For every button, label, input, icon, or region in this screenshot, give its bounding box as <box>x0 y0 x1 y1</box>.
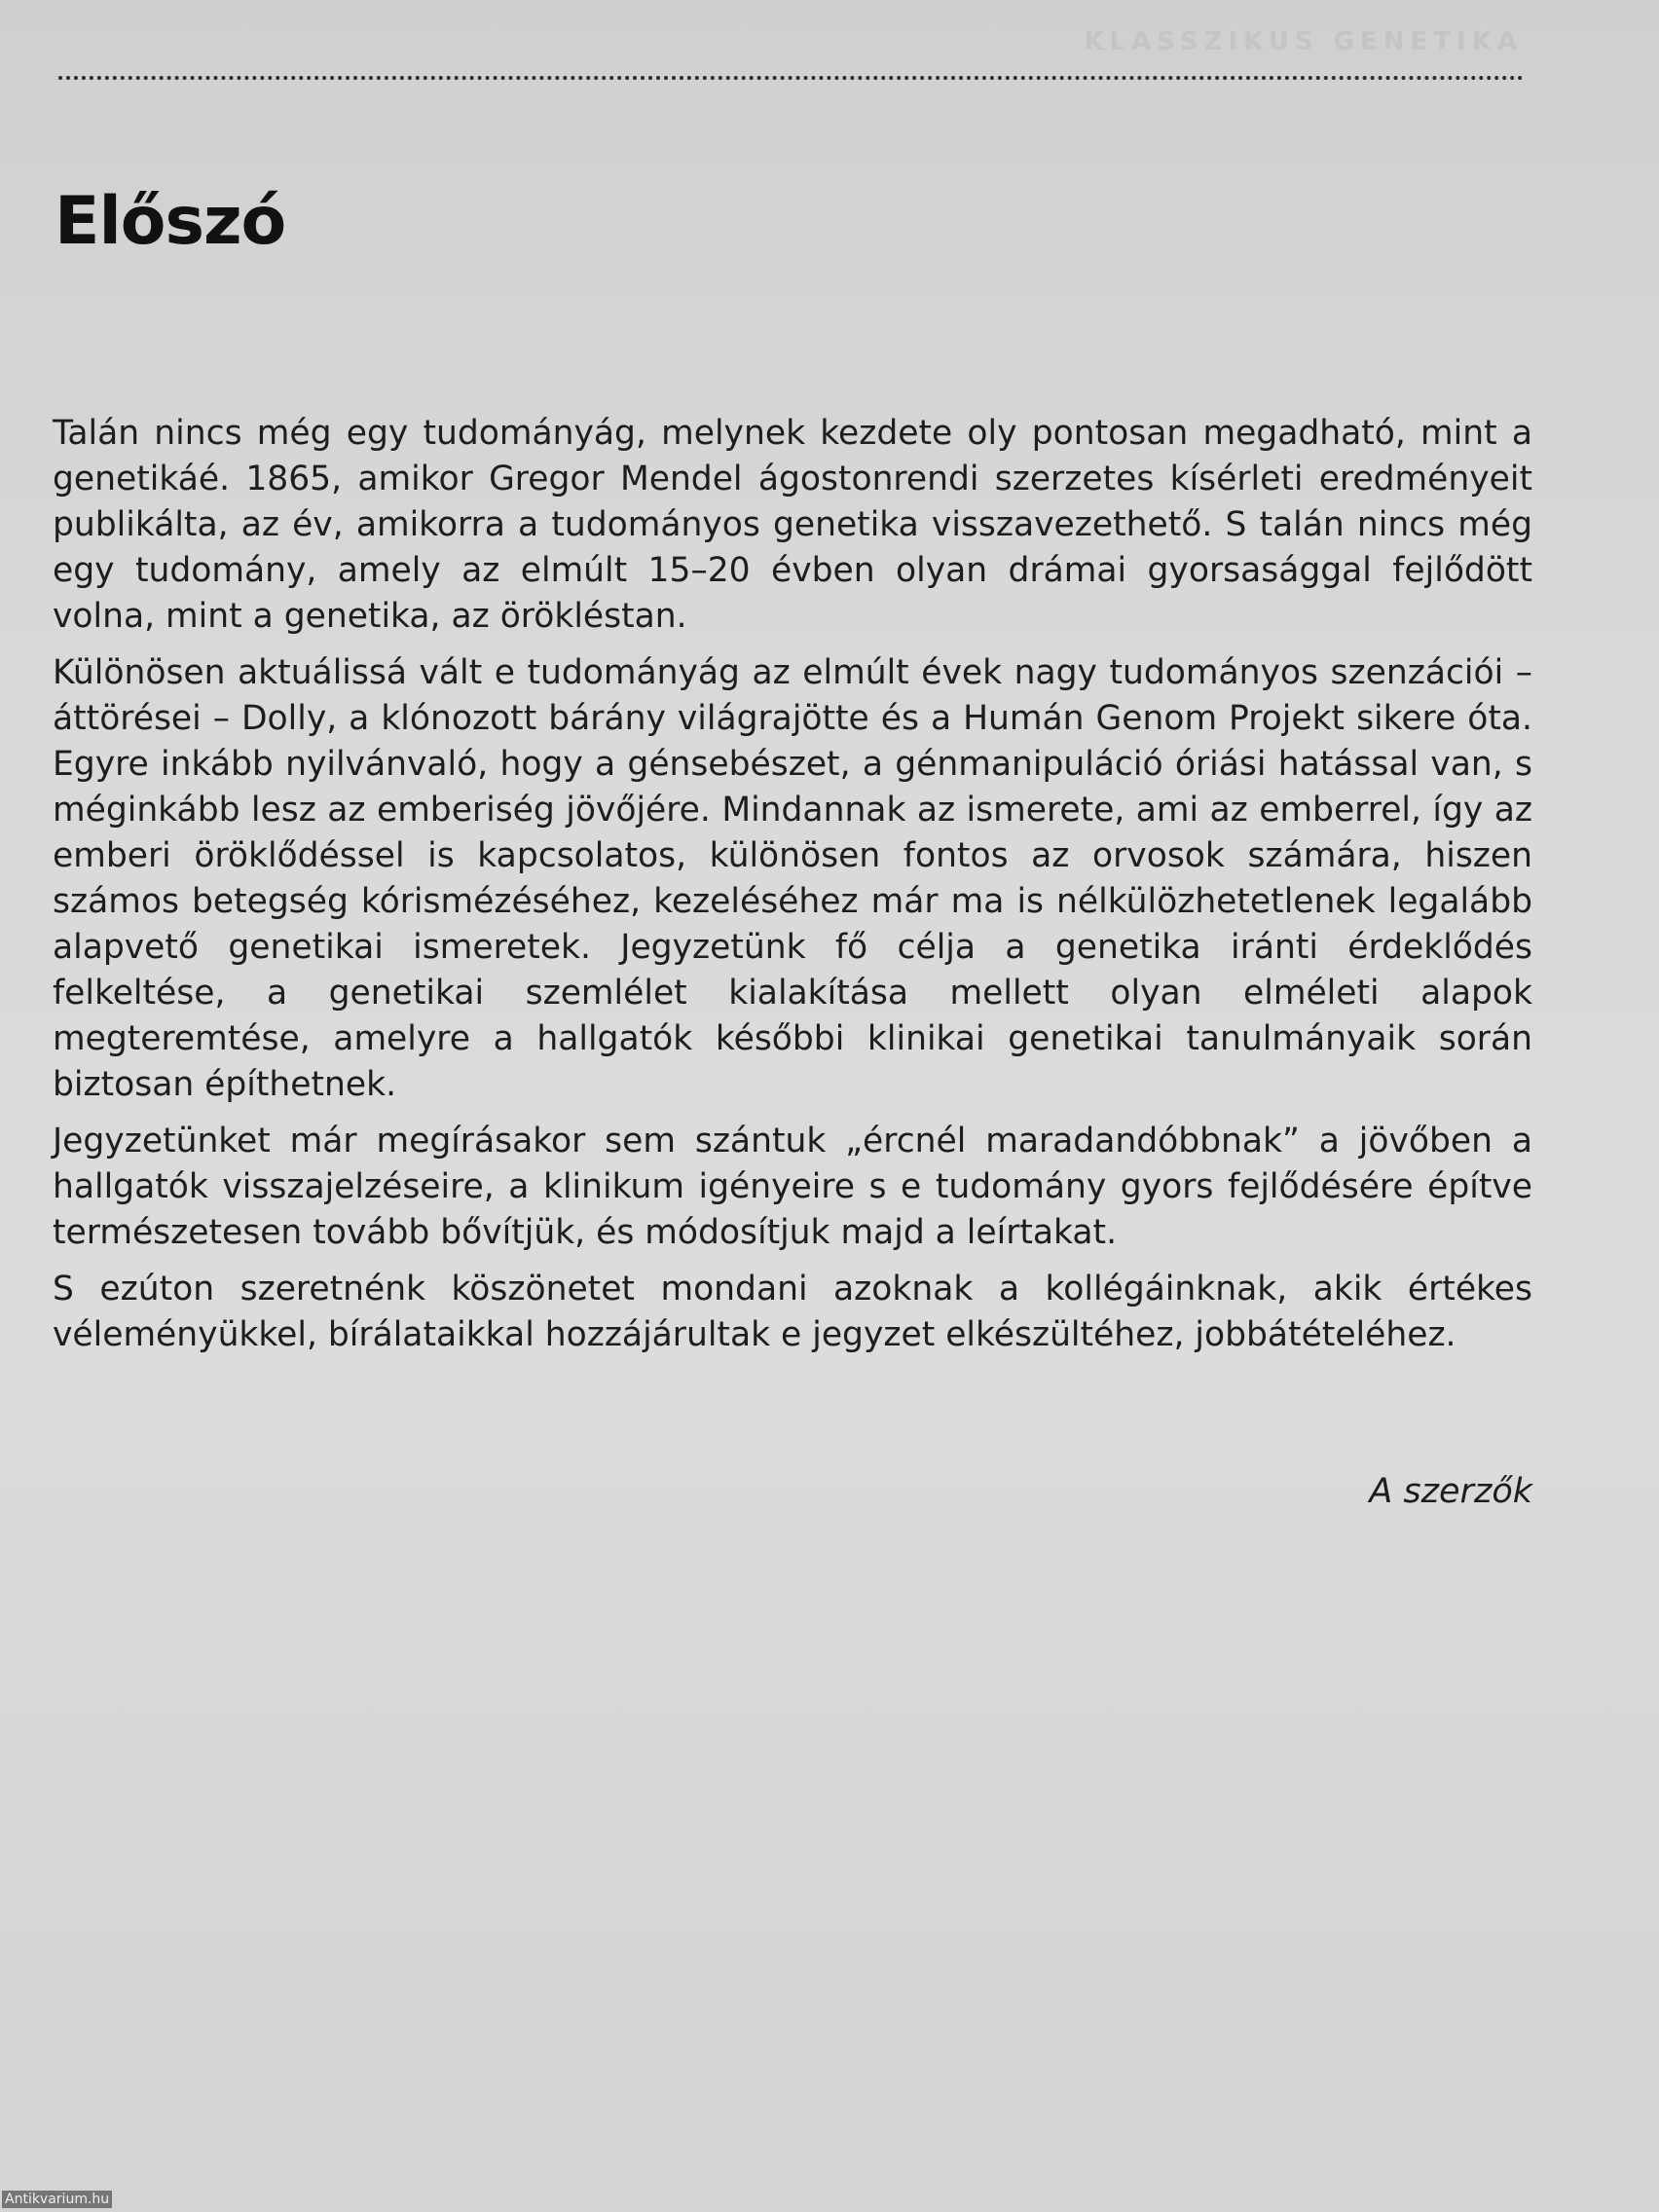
header-divider <box>58 76 1524 80</box>
paragraph-4: S ezúton szeretnénk köszönetet mondani azoknak a kollégáinknak, akik értékes véleményükkel, bírálataikkal hozzájárultak e jegyzet elkészültéhez, jobbátételéhez. <box>53 1270 1532 1354</box>
paragraph-3: Jegyzetünket már megírásakor sem szántuk „ércnél maradandóbbnak” a jövőben a hallgatók visszajelzéseire, a klinikum igényeire s e tudomány gyors fejlődésére építve természetesen tovább bővítjük, és módosítjuk majd a leírtakat. <box>53 1122 1532 1252</box>
signature-authors: A szerzők <box>1369 1472 1532 1511</box>
paragraph-2: Különösen aktuálissá vált e tudományág az elmúlt évek nagy tudományos szenzációi – áttörései – Dolly, a klónozott bárány világrajötte és a Humán Genom Projekt sikere óta. Egyre inkább nyilvánvaló, hogy a génsebészet, a génmanipuláció óriási hatással van, s méginkább lesz az emberiség jövőjére. Mindannak az ismerete, ami az emberrel, így az emberi öröklődéssel is kapcsolatos, különösen fontos az orvosok számára, hiszen számos betegség kórismézéséhez, kezeléséhez már ma is nélkülözhetetlenek legalább alapvető genetikai ismeretek. Jegyzetünk fő célja a genetika iránti érdeklődés felkeltése, a genetikai szemlélet kialakítása mellett olyan elméleti alapok megteremtése, amelyre a hallgatók későbbi klinikai genetikai tanulmányaik során biztosan építhetnek. <box>53 653 1532 1104</box>
watermark: Antikvarium.hu <box>2 2191 112 2208</box>
paragraph-1: Talán nincs még egy tudományág, melynek kezdete oly pontosan megadható, mint a genetikáé. 1865, amikor Gregor Mendel ágostonrendi szerzetes kísérleti eredményeit publikálta, az év, amikorra a tudományos genetika visszavezethető. S talán nincs még egy tudomány, amely az elmúlt 15–20 évben olyan drámai gyorsasággal fejlődött volna, mint a genetika, az örökléstan. <box>53 414 1532 636</box>
running-head: KLASSZIKUS GENETIKA <box>1084 27 1523 56</box>
preface-body <box>53 411 1532 1369</box>
page-title: Előszó <box>55 183 286 260</box>
